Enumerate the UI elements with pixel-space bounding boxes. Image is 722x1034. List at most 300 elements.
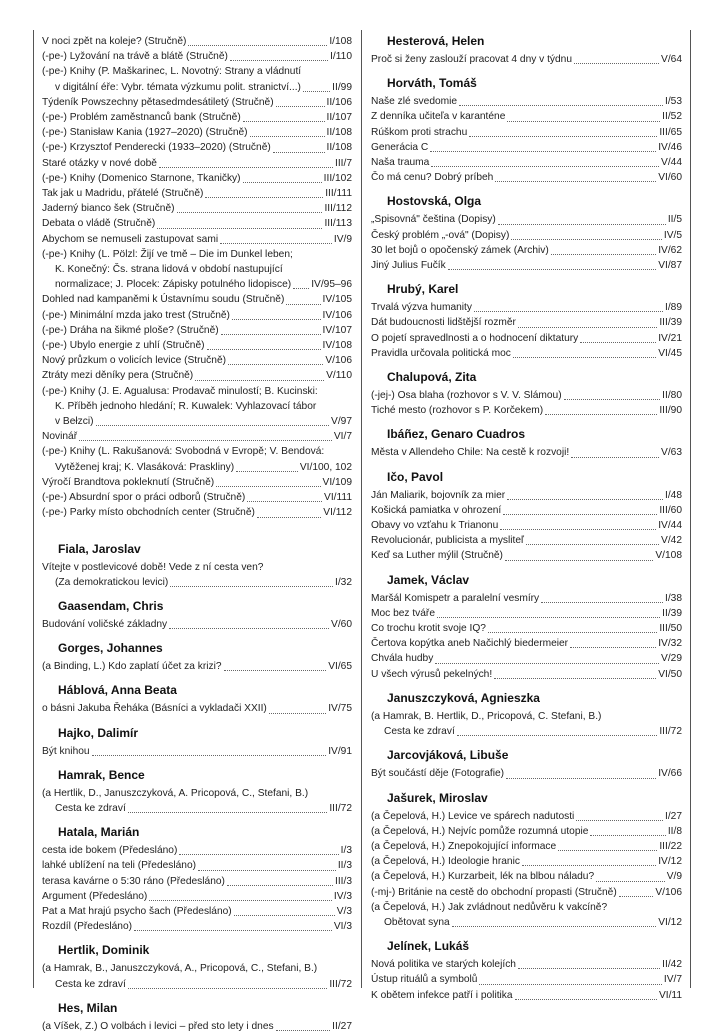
index-entry: [371, 488, 682, 503]
dot-leader: [205, 197, 323, 198]
issue-page-ref: VI/50: [658, 668, 682, 680]
entry-title: Města v Allendeho Chile: Na cestě k rozvoji!: [371, 447, 570, 459]
dot-leader: [545, 414, 657, 415]
index-entry: [42, 1019, 352, 1034]
author-name: Chalupová, Zita: [387, 370, 477, 385]
entry-row: [371, 724, 682, 739]
issue-page-ref: I/108: [329, 36, 352, 47]
entry-title: Rozdíl (Předesláno): [42, 921, 133, 933]
dot-leader: [522, 865, 656, 866]
entry-title: (-pe-) Lyžování na trávě a blátě (Stručně): [42, 51, 228, 63]
entry-row: [371, 972, 682, 987]
issue-page-ref: V/60: [331, 618, 352, 630]
index-entry: [42, 323, 352, 338]
author-name: Hajko, Dalimír: [58, 725, 139, 740]
dot-leader: [216, 486, 320, 487]
index-entry: [42, 384, 352, 430]
dot-leader: [128, 812, 328, 813]
entry-title: Novinář: [42, 431, 78, 443]
dot-leader: [198, 870, 336, 871]
issue-page-ref: I/27: [665, 810, 682, 822]
dot-leader: [228, 364, 323, 365]
dot-leader: [269, 713, 326, 714]
entry-title: Být součástí děje (Fotografie): [371, 768, 505, 780]
issue-page-ref: III/50: [659, 623, 682, 635]
issue-page-ref: IV/9: [333, 233, 352, 245]
entry-row: [42, 140, 352, 155]
index-entry: [42, 216, 352, 231]
entry-title: Pat a Mat hrajú psycho šach (Předesláno): [42, 905, 232, 917]
entry-row: [42, 505, 352, 520]
entry-row: [42, 292, 352, 307]
entry-title: Revolucionár, publicista a mysliteľ: [371, 535, 525, 547]
index-entry: [371, 766, 682, 781]
index-entry: [371, 503, 682, 518]
entry-row: [42, 429, 352, 444]
author-name: Ičo, Pavol: [387, 469, 444, 484]
entry-title: (-pe-) Absurdní spor o práci odborů (Stručně): [42, 492, 246, 504]
issue-page-ref: VI/111: [324, 492, 352, 504]
index-entry: [371, 388, 682, 403]
column-divider: [361, 30, 362, 988]
issue-page-ref: II/39: [662, 607, 682, 619]
dot-leader: [435, 663, 659, 664]
issue-page-ref: III/65: [659, 126, 682, 138]
entry-row: [371, 125, 682, 140]
entry-row: [42, 659, 352, 674]
entry-row: [371, 331, 682, 346]
entry-title: (-pe-) Ubylo energie z uhlí (Stručně): [42, 340, 205, 352]
issue-page-ref: I/53: [665, 96, 682, 108]
author-name: Fiala, Jaroslav: [58, 541, 141, 556]
dot-leader: [498, 224, 666, 225]
entry-title: (-pe-) Knihy (Domenico Starnone, Tkaničky): [42, 172, 241, 184]
index-entry: [371, 155, 682, 170]
index-entry: [42, 232, 352, 247]
issue-page-ref: VI/65: [328, 661, 352, 673]
entry-title: (a Čepelová, H.) Kurzarbeit, lék na blbou náladu?: [371, 871, 595, 883]
entry-row: [371, 52, 682, 67]
index-entry: [371, 445, 682, 460]
entry-row: [371, 518, 682, 533]
entry-row: [371, 548, 682, 563]
dot-leader: [243, 182, 322, 183]
entry-title: v Bełzci): [55, 416, 94, 428]
index-entry: [42, 353, 352, 368]
entry-title: Maršál Komispetr a paralelní vesmíry: [371, 592, 540, 604]
dot-leader: [448, 269, 656, 270]
entry-title: U všech výrusů pekelných!: [371, 668, 493, 680]
author-name: Ibáñez, Genaro Cuadros: [387, 427, 526, 442]
entry-row: [371, 869, 682, 884]
index-entry: [371, 809, 682, 824]
dot-leader: [303, 91, 330, 92]
issue-page-ref: IV/95–96: [311, 279, 352, 291]
entry-title: (-pe-) Minimální mzda jako trest (Stručně): [42, 309, 230, 321]
entry-row: [371, 533, 682, 548]
author-name: Jašurek, Miroslav: [387, 790, 488, 805]
author-name: Hamrak, Bence: [58, 767, 145, 782]
entry-title: Pravidla určovala politická moc: [371, 347, 511, 359]
entry-title: (a Víšek, Z.) O volbách i levici – před sto lety i dnes: [42, 1020, 274, 1032]
entry-title: Naša trauma: [371, 157, 430, 169]
index-entry: [42, 786, 352, 816]
index-entry: [371, 885, 682, 900]
entry-title: K obětem infekce patří i politika: [371, 989, 513, 1001]
index-entry: [42, 617, 352, 632]
index-entry: [42, 919, 352, 934]
entry-row: [42, 701, 352, 716]
entry-row: [42, 460, 352, 475]
entry-row: [371, 94, 682, 109]
index-entry: [371, 228, 682, 243]
entry-title: (Za demokratickou levici): [55, 576, 169, 588]
issue-page-ref: II/5: [667, 214, 682, 226]
index-entry: [42, 171, 352, 186]
author-name: Gorges, Johannes: [58, 641, 163, 656]
issue-page-ref: III/3: [335, 875, 352, 887]
issue-page-ref: V/106: [655, 886, 682, 898]
dot-leader: [243, 121, 325, 122]
dot-leader: [431, 166, 659, 167]
entry-row: [371, 957, 682, 972]
entry-row: [42, 80, 352, 95]
dot-leader: [220, 243, 332, 244]
issue-page-ref: VI/100, 102: [299, 461, 352, 473]
dot-leader: [128, 988, 328, 989]
entry-row: [371, 854, 682, 869]
author-name: Hesterová, Helen: [387, 34, 485, 48]
dot-leader: [576, 820, 663, 821]
entry-row: [371, 621, 682, 636]
issue-page-ref: IV/12: [658, 856, 682, 868]
author-name: Hostovská, Olga: [387, 194, 482, 209]
index-entry: [371, 258, 682, 273]
author-name: Jamek, Václav: [387, 572, 470, 587]
index-entry: [42, 156, 352, 171]
issue-page-ref: III/22: [659, 840, 682, 852]
index-entry: [371, 839, 682, 854]
issue-page-ref: VI/112: [323, 507, 352, 519]
entry-title-line: (a Hamrak, B., Januszczyková, A., Pricopová, C., Stefani, B.): [42, 963, 318, 975]
entry-title: Dohled nad kampaněmi k Ústavnímu soudu (Stručně): [42, 294, 285, 306]
entry-title: Český problém „-ová" (Dopisy): [371, 229, 510, 241]
dot-leader: [506, 778, 656, 779]
entry-row: [42, 323, 352, 338]
issue-page-ref: V/44: [661, 157, 682, 169]
entry-title: Vytěženej kraj; K. Vlasáková: Praskliny): [55, 461, 235, 473]
entry-row: [371, 667, 682, 682]
entry-title: Proč si ženy zaslouží pracovat 4 dny v týdnu: [371, 54, 573, 65]
entry-title: Nový průzkum o volicích levice (Stručně): [42, 355, 227, 367]
index-entry: [42, 560, 352, 590]
entry-row: [42, 353, 352, 368]
entry-row: [42, 858, 352, 873]
entry-row: [371, 228, 682, 243]
entry-title: Být knihou: [42, 745, 90, 757]
dot-leader: [257, 517, 321, 518]
issue-page-ref: IV/46: [658, 141, 682, 153]
entry-row: [371, 915, 682, 930]
index-entry: [42, 475, 352, 490]
dot-leader: [457, 735, 658, 736]
index-entry: [42, 292, 352, 307]
dot-leader: [558, 850, 657, 851]
entry-row: [371, 503, 682, 518]
entry-row: [371, 885, 682, 900]
index-entry: [371, 109, 682, 124]
index-entry: [42, 338, 352, 353]
issue-page-ref: V/63: [661, 447, 682, 459]
dot-leader: [507, 499, 663, 500]
entry-title: Rúškom proti strachu: [371, 126, 468, 138]
entry-row: [371, 809, 682, 824]
entry-title: (-pe-) Krzysztof Penderecki (1933–2020) (Stručně): [42, 142, 271, 154]
issue-page-ref: IV/3: [333, 890, 352, 902]
issue-page-ref: IV/91: [328, 745, 352, 757]
dot-leader: [207, 349, 321, 350]
entry-title: Čo má cenu? Dobrý príbeh: [371, 172, 494, 184]
dot-leader: [511, 239, 662, 240]
entry-title: (-pe-) Problém zaměstnanců bank (Stručně): [42, 112, 241, 124]
dot-leader: [157, 228, 322, 229]
entry-row: [371, 651, 682, 666]
issue-page-ref: IV/75: [328, 703, 352, 715]
entry-row: [42, 919, 352, 934]
index-entry: [42, 64, 352, 94]
dot-leader: [590, 835, 665, 836]
entry-title: (-pe-) Stanisław Kania (1927–2020) (Stručně): [42, 127, 248, 139]
dot-leader: [488, 632, 657, 633]
issue-page-ref: III/60: [659, 504, 682, 516]
index-entry: [371, 709, 682, 739]
entry-title: Tak jak u Madridu, přátelé (Stručně): [42, 188, 204, 200]
issue-page-ref: III/113: [324, 218, 352, 230]
issue-page-ref: VI/109: [322, 476, 352, 488]
issue-page-ref: IV/32: [658, 638, 682, 650]
dot-leader: [169, 628, 329, 629]
entry-title-line: Vítejte v postlevicové době! Vede z ní cesta ven?: [42, 561, 264, 573]
issue-page-ref: VI/12: [658, 916, 682, 928]
issue-page-ref: V/108: [655, 550, 682, 562]
entry-title-line: (-pe-) Knihy (J. E. Agualusa: Prodavač minulostí; B. Kucinski:: [42, 385, 318, 397]
index-entry: [371, 972, 682, 987]
dot-leader: [232, 319, 321, 320]
index-entry: [371, 667, 682, 682]
entry-row: [42, 889, 352, 904]
dot-leader: [276, 1030, 331, 1031]
issue-page-ref: II/8: [667, 825, 682, 837]
index-entry: [371, 533, 682, 548]
entry-title: terasa kavárne o 5:30 ráno (Předesláno): [42, 875, 225, 887]
dot-leader: [469, 136, 657, 137]
index-entry: [371, 315, 682, 330]
dot-leader: [92, 755, 327, 756]
entry-row: [42, 125, 352, 140]
index-entry: [42, 110, 352, 125]
entry-title: Nová politika ve starých kolejích: [371, 959, 516, 971]
entry-title: Cesta ke zdraví: [55, 978, 126, 990]
index-entry: [42, 140, 352, 155]
dot-leader: [570, 647, 656, 648]
entry-row: [371, 388, 682, 403]
index-entry: [42, 429, 352, 444]
entry-title: Týdeník Powszechny pětasedmdesátiletý (Stručně): [42, 96, 274, 108]
author-name: Horváth, Tomáš: [387, 76, 477, 91]
entry-title: lahké ublížení na teli (Předesláno): [42, 860, 197, 872]
entry-row: [42, 232, 352, 247]
entry-row: [42, 34, 352, 49]
entry-row: [42, 617, 352, 632]
index-entry: [371, 651, 682, 666]
dot-leader: [227, 885, 333, 886]
index-entry: [42, 889, 352, 904]
dot-leader: [513, 357, 656, 358]
index-entry: [371, 548, 682, 563]
issue-page-ref: IV/107: [322, 324, 352, 336]
dot-leader: [247, 501, 322, 502]
entry-row: [371, 591, 682, 606]
entry-title-line: (a Hertlik, D., Januszczyková, A. Pricopová, C., Stefani, B.): [42, 787, 309, 799]
dot-leader: [96, 425, 330, 426]
entry-title: Argument (Předesláno): [42, 890, 148, 902]
index-entry: [371, 212, 682, 227]
issue-page-ref: IV/7: [663, 974, 682, 986]
entry-row: [42, 277, 352, 292]
dot-leader: [474, 311, 663, 312]
index-entry: [371, 300, 682, 315]
dot-leader: [452, 926, 657, 927]
issue-page-ref: IV/44: [658, 520, 682, 532]
entry-title: Budování voličské základny: [42, 618, 168, 630]
index-entry: [371, 900, 682, 930]
dot-leader: [574, 63, 659, 64]
index-entry: [371, 140, 682, 155]
issue-page-ref: I/38: [665, 592, 682, 604]
issue-page-ref: II/3: [337, 860, 352, 872]
author-name: Hes, Milan: [58, 1000, 118, 1015]
entry-title: V noci zpět na koleje? (Stručně): [42, 36, 187, 47]
entry-row: [371, 258, 682, 273]
index-entry: [42, 659, 352, 674]
entry-title: Debata o vládě (Stručně): [42, 218, 156, 230]
dot-leader: [551, 254, 656, 255]
index-entry: [42, 961, 352, 991]
dot-leader: [494, 678, 656, 679]
index-entry: [371, 346, 682, 361]
index-entry: [42, 125, 352, 140]
issue-page-ref: V/97: [331, 416, 352, 428]
index-entry: [42, 95, 352, 110]
index-entry: [42, 505, 352, 520]
entry-title: Cesta ke zdraví: [55, 802, 126, 814]
entry-title-line: (-pe-) Knihy (P. Maškarinec, L. Novotný: Strany a vládnutí: [42, 66, 302, 78]
entry-row: [371, 766, 682, 781]
entry-row: [371, 300, 682, 315]
issue-page-ref: IV/5: [663, 229, 682, 241]
index-entry: [371, 125, 682, 140]
entry-row: [42, 744, 352, 759]
issue-page-ref: V/9: [666, 871, 682, 883]
entry-row: [371, 346, 682, 361]
issue-page-ref: VI/87: [658, 260, 682, 272]
dot-leader: [177, 212, 323, 213]
author-name: Jarcovjáková, Libuše: [387, 748, 509, 763]
issue-page-ref: V/106: [325, 355, 352, 367]
index-entry: [371, 94, 682, 109]
issue-page-ref: III/72: [329, 978, 352, 990]
entry-title: Obavy vo vzťahu k Trianonu: [371, 520, 499, 532]
entry-title: Ústup rituálů a symbolů: [371, 974, 478, 986]
dot-leader: [179, 854, 338, 855]
entry-title: (a Čepelová, H.) Znepokojující informace: [371, 840, 557, 852]
entry-title: (-mj-) Británie na cestě do obchodní propasti (Stručně): [371, 886, 617, 898]
entry-row: [42, 156, 352, 171]
dot-leader: [276, 106, 325, 107]
index-entry: [371, 621, 682, 636]
author-name: Háblová, Anna Beata: [58, 683, 177, 698]
entry-title: (a Binding, L.) Kdo zaplatí účet za krizi?: [42, 661, 222, 673]
entry-row: [42, 490, 352, 505]
index-entry: [371, 518, 682, 533]
dot-leader: [234, 915, 335, 916]
entry-title: Generácia C: [371, 141, 429, 153]
index-entry: [371, 636, 682, 651]
issue-page-ref: III/102: [323, 172, 352, 184]
issue-page-ref: IV/62: [658, 244, 682, 256]
dot-leader: [170, 586, 333, 587]
index-entry: [371, 606, 682, 621]
dot-leader: [580, 342, 656, 343]
right-column: [371, 34, 682, 1003]
entry-row: [371, 839, 682, 854]
author-name: Hrubý, Karel: [387, 282, 459, 297]
entry-title-line: (a Hamrak, B. Hertlik, D., Pricopová, C. Stefani, B.): [371, 710, 602, 722]
issue-page-ref: III/7: [335, 157, 352, 169]
index-entry: [42, 744, 352, 759]
entry-row: [42, 977, 352, 992]
issue-page-ref: III/39: [659, 317, 682, 329]
entry-title: (a Čepelová, H.) Nejvíc pomůže rozumná utopie: [371, 825, 589, 837]
entry-title: Obětovat syna: [384, 916, 450, 928]
entry-title: v digitální éře: Vybr. témata výzkumu polit. stranictví...): [55, 81, 301, 93]
index-entry: [371, 170, 682, 185]
entry-row: [42, 338, 352, 353]
dot-leader: [286, 304, 320, 305]
issue-page-ref: I/32: [335, 576, 352, 588]
entry-title: Abychom se nemuseli zastupovat sami: [42, 233, 219, 245]
dot-leader: [495, 181, 656, 182]
dot-leader: [596, 881, 665, 882]
dot-leader: [250, 136, 325, 137]
entry-row: [42, 368, 352, 383]
dot-leader: [500, 529, 656, 530]
dot-leader: [79, 440, 332, 441]
entry-row: [371, 824, 682, 839]
entry-row: [42, 171, 352, 186]
issue-page-ref: II/106: [326, 96, 352, 108]
issue-page-ref: II/42: [662, 959, 682, 971]
index-entry: [371, 957, 682, 972]
entry-row: [371, 488, 682, 503]
dot-leader: [430, 151, 656, 152]
dot-leader: [273, 152, 325, 153]
dot-leader: [437, 617, 660, 618]
entry-title: 30 let bojů o opočenský zámek (Archiv): [371, 244, 549, 256]
left-column: [42, 34, 352, 1034]
dot-leader: [230, 60, 328, 61]
entry-title: cesta ide bokem (Předesláno): [42, 845, 178, 857]
